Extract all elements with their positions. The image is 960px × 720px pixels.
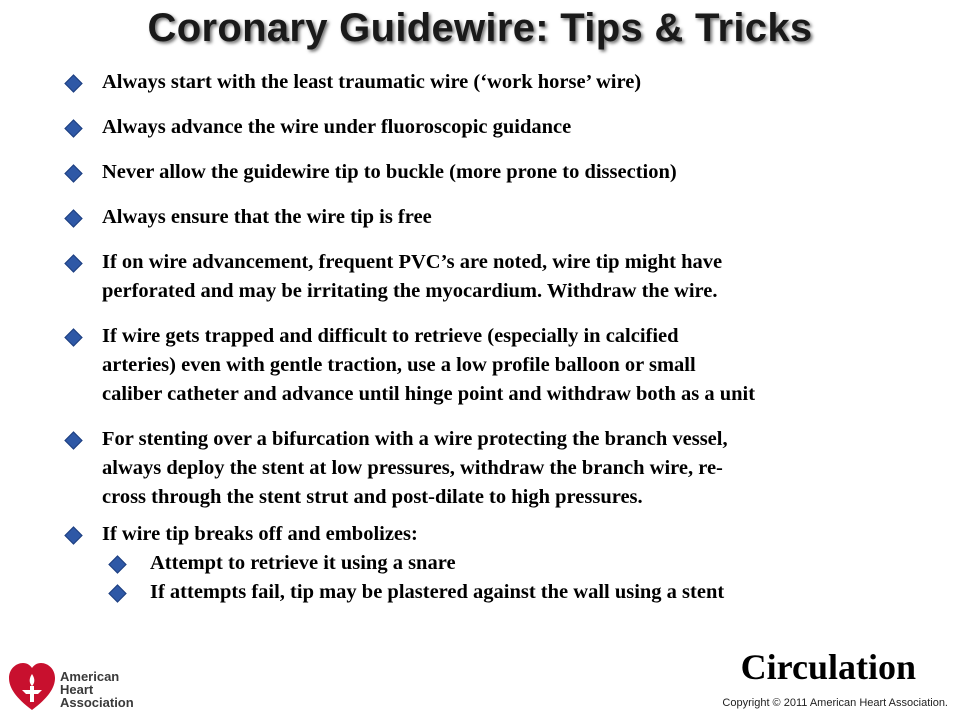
- diamond-bullet-icon: [108, 584, 126, 602]
- bullet-text: Always ensure that the wire tip is free: [102, 206, 432, 228]
- bullet-item: [62, 248, 960, 306]
- diamond-bullet-icon: [64, 254, 82, 272]
- diamond-bullet-icon: [64, 328, 82, 346]
- diamond-bullet-icon: [64, 164, 82, 182]
- diamond-bullet-icon: [64, 119, 82, 137]
- heart-torch-logo-icon: [8, 660, 56, 712]
- copyright-text: Copyright © 2011 American Heart Association.: [722, 697, 948, 709]
- bullet-text: arteries) even with gentle traction, use a low profile balloon or small: [102, 354, 696, 376]
- bullet-text: Never allow the guidewire tip to buckle (more prone to dissection): [102, 161, 677, 183]
- bullet-text: Always advance the wire under fluoroscopic guidance: [102, 116, 572, 138]
- logo-line: Association: [60, 695, 134, 710]
- bullet-text: caliber catheter and advance until hinge point and withdraw both as a unit: [102, 383, 756, 405]
- bullet-text: If on wire advancement, frequent PVC’s are noted, wire tip might have: [102, 251, 723, 273]
- bullet-item: [62, 68, 960, 97]
- logo-line: Heart: [60, 682, 94, 697]
- bullet-text: perforated and may be irritating the myocardium. Withdraw the wire.: [102, 280, 718, 302]
- diamond-bullet-icon: [64, 209, 82, 227]
- slide-title: Coronary Guidewire: Tips & Tricks: [147, 6, 813, 50]
- aha-logo: [8, 660, 168, 712]
- sub-bullet-item: [62, 578, 960, 607]
- logo-line: American: [60, 669, 120, 684]
- diamond-bullet-icon: [64, 431, 82, 449]
- bullet-item: [62, 113, 960, 142]
- bullet-list: [62, 68, 960, 607]
- bullet-item: [62, 203, 960, 232]
- bullet-text: Always start with the least traumatic wire (‘work horse’ wire): [102, 71, 642, 93]
- sub-bullet-text: Attempt to retrieve it using a snare: [150, 552, 456, 574]
- bullet-item: [62, 322, 960, 409]
- logo-text: [60, 670, 134, 709]
- journal-name: Circulation: [740, 647, 916, 687]
- bullet-item: [62, 520, 960, 549]
- diamond-bullet-icon: [64, 74, 82, 92]
- bullet-text: cross through the stent strut and post-dilate to high pressures.: [102, 486, 643, 508]
- bullet-text: If wire gets trapped and difficult to retrieve (especially in calcified: [102, 325, 679, 347]
- diamond-bullet-icon: [64, 526, 82, 544]
- bullet-text: always deploy the stent at low pressures, withdraw the branch wire, re-: [102, 457, 723, 479]
- bullet-item: [62, 158, 960, 187]
- diamond-bullet-icon: [108, 555, 126, 573]
- sub-bullet-item: [62, 549, 960, 578]
- bullet-text: If wire tip breaks off and embolizes:: [102, 523, 418, 545]
- bullet-text: For stenting over a bifurcation with a wire protecting the branch vessel,: [102, 428, 728, 450]
- sub-bullet-text: If attempts fail, tip may be plastered against the wall using a stent: [150, 581, 725, 603]
- bullet-item: [62, 425, 960, 512]
